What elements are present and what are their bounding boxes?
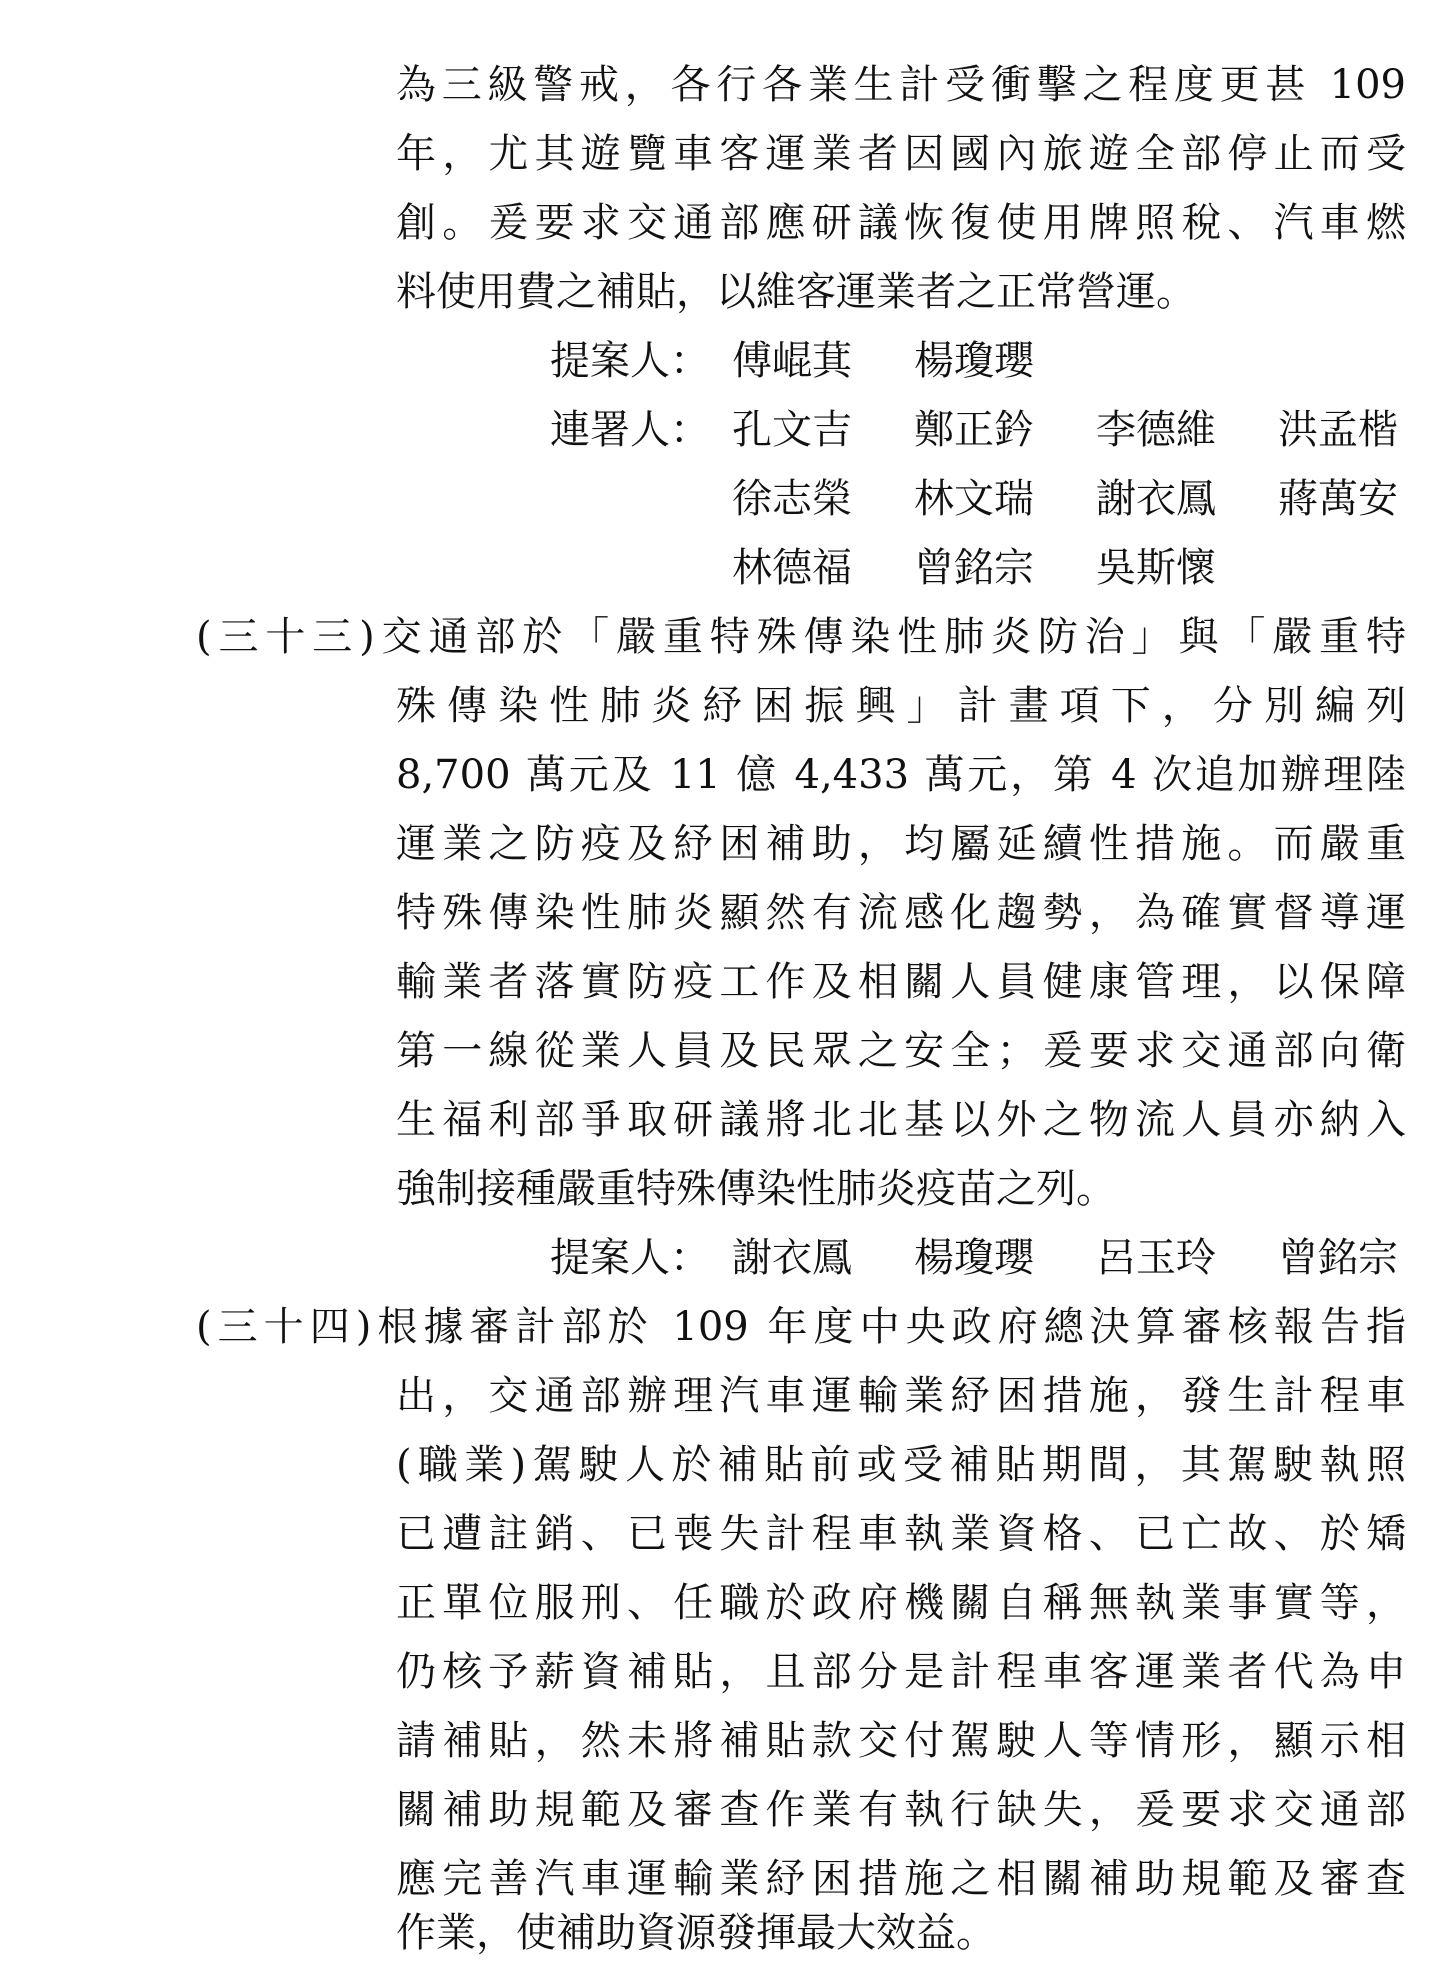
proposer-name: 曾銘宗	[1278, 1235, 1398, 1281]
proposer-names	[732, 1225, 1442, 1291]
proposer-name: 呂玉玲	[1096, 1235, 1216, 1281]
paragraph-line: 輸業者落實防疫工作及相關人員健康管理，以保障	[396, 959, 1406, 1005]
cosigner-names-row	[732, 397, 1442, 463]
cosigner-name: 謝衣鳳	[1096, 476, 1216, 522]
proposer-line	[550, 1225, 710, 1291]
cosigner-names-row	[732, 466, 1442, 532]
paragraph-line: 8,700 萬元及 11 億 4,433 萬元，第 4 次追加辦理陸	[396, 752, 1406, 798]
cosigner-name: 蔣萬安	[1278, 476, 1398, 522]
cosigner-name: 曾銘宗	[914, 545, 1034, 591]
paragraph-line: 強制接種嚴重特殊傳染性肺炎疫苗之列。	[396, 1166, 1116, 1212]
paragraph-line: 請補貼，然未將補貼款交付駕駛人等情形，顯示相	[396, 1718, 1406, 1764]
item-number: (三十四)	[196, 1304, 372, 1350]
cosigner-label: 連署人：	[550, 407, 710, 453]
proposer-line	[550, 328, 710, 394]
paragraph-line: 正單位服刑、任職於政府機關自稱無執業事實等，	[396, 1580, 1406, 1626]
cosigner-name: 鄭正鈐	[914, 407, 1034, 453]
paragraph-line: 料使用費之補貼，以維客運業者之正常營運。	[396, 269, 1196, 315]
paragraph-line: 出，交通部辦理汽車運輸業紓困措施，發生計程車	[396, 1373, 1406, 1419]
paragraph-line: 應完善汽車運輸業紓困措施之相關補助規範及審查	[396, 1856, 1406, 1902]
proposer-label: 提案人：	[550, 1235, 710, 1281]
paragraph-line: 已遭註銷、已喪失計程車執業資格、已亡故、於矯	[396, 1511, 1406, 1557]
cosigner-names-row	[732, 535, 1278, 601]
paragraph-line: 仍核予薪資補貼，且部分是計程車客運業者代為申	[396, 1649, 1406, 1695]
item-33-first-text: 交通部於「嚴重特殊傳染性肺炎防治」與「嚴重特	[374, 614, 1406, 660]
cosigner-name: 林文瑞	[914, 476, 1034, 522]
paragraph-line: 特殊傳染性肺炎顯然有流感化趨勢，為確實督導運	[396, 890, 1406, 936]
item-34-first-text: 根據審計部於 109 年度中央政府總決算審核報告指	[371, 1304, 1406, 1350]
proposer-names	[732, 328, 1096, 394]
paragraph-line: 關補助規範及審查作業有執行缺失，爰要求交通部	[396, 1787, 1406, 1833]
cosigner-name: 林德福	[732, 545, 852, 591]
cosigner-line	[550, 397, 710, 463]
paragraph-line: 第一線從業人員及民眾之安全；爰要求交通部向衛	[396, 1028, 1406, 1074]
paragraph-line: 年，尤其遊覽車客運業者因國內旅遊全部停止而受	[396, 131, 1406, 177]
cosigner-name: 孔文吉	[732, 407, 852, 453]
item-34-first-line	[196, 1294, 1406, 1360]
paragraph-line: 運業之防疫及紓困補助，均屬延續性措施。而嚴重	[396, 821, 1406, 867]
paragraph-line: (職業)駕駛人於補貼前或受補貼期間，其駕駛執照	[396, 1442, 1406, 1488]
paragraph-line: 作業，使補助資源發揮最大效益。	[396, 1910, 996, 1956]
item-number: (三十三)	[196, 614, 375, 660]
proposer-label: 提案人：	[550, 338, 710, 384]
proposer-name: 楊瓊瓔	[914, 338, 1034, 384]
cosigner-name: 徐志榮	[732, 476, 852, 522]
paragraph-line: 殊傳染性肺炎紓困振興」計畫項下，分別編列	[396, 683, 1406, 729]
proposer-name: 傅崐萁	[732, 338, 852, 384]
cosigner-name: 李德維	[1096, 407, 1216, 453]
item-33-first-line	[196, 604, 1406, 670]
proposer-name: 謝衣鳳	[732, 1235, 852, 1281]
paragraph-line: 生福利部爭取研議將北北基以外之物流人員亦納入	[396, 1097, 1406, 1143]
paragraph-line: 創。爰要求交通部應研議恢復使用牌照稅、汽車燃	[396, 200, 1406, 246]
proposer-name: 楊瓊瓔	[914, 1235, 1034, 1281]
cosigner-name: 洪孟楷	[1278, 407, 1398, 453]
paragraph-line: 為三級警戒，各行各業生計受衝擊之程度更甚 109	[396, 62, 1406, 108]
cosigner-name: 吳斯懷	[1096, 545, 1216, 591]
